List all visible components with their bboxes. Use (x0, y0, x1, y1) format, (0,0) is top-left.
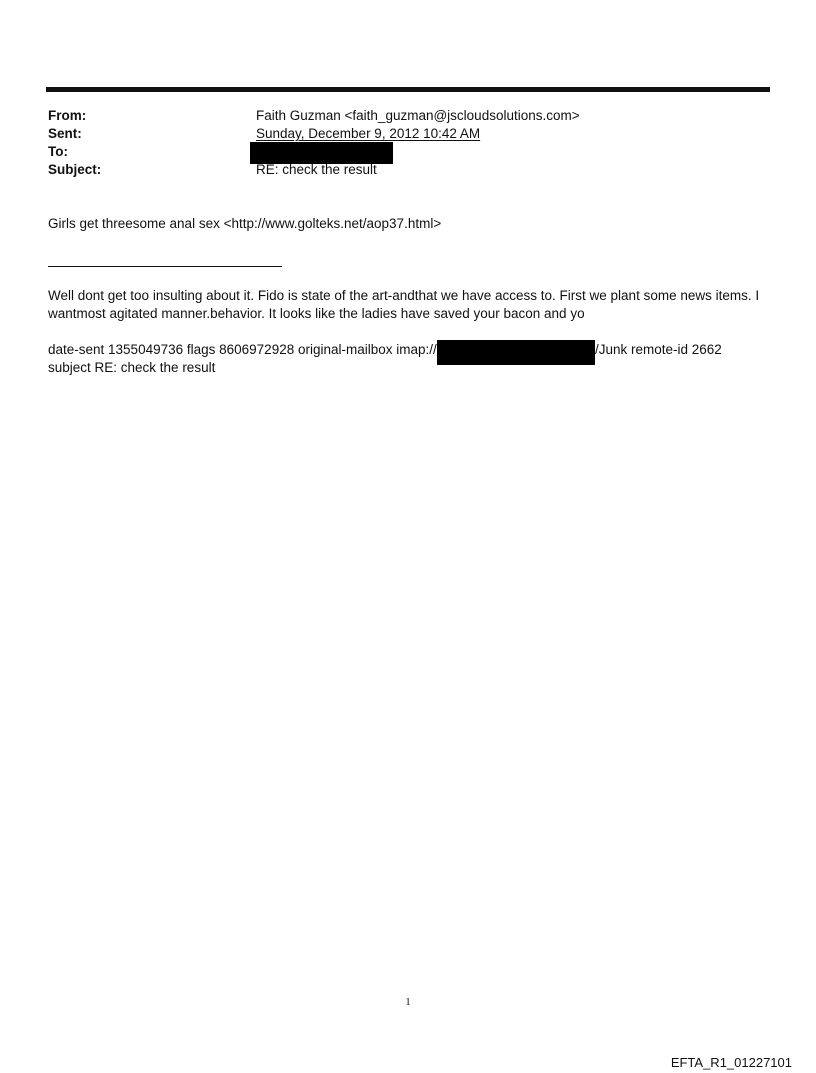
paragraph-line-1: Well dont get too insulting about it. Fido is state of the art-andthat we have access to. First we plant some news items. I (48, 288, 760, 303)
sent-label: Sent: (48, 126, 82, 141)
page-number: 1 (405, 996, 411, 1008)
from-value: Faith Guzman <faith_guzman@jscloudsolutions.com> (256, 108, 580, 123)
subject-value: RE: check the result (256, 162, 377, 177)
document-id: EFTA_R1_01227101 (670, 1055, 792, 1070)
separator-rule (48, 266, 282, 267)
header-top-rule (46, 87, 770, 92)
paragraph-line-2: wantmost agitated manner.behavior. It looks like the ladies have saved your bacon and yo (48, 306, 585, 321)
meta-line-1-end: /Junk remote-id 2662 (595, 342, 722, 357)
meta-line-1 (48, 341, 437, 359)
meta-line-1-start: date-sent 1355049736 flags 8606972928 original-mailbox imap:// (48, 342, 437, 357)
subject-label: Subject: (48, 162, 102, 177)
mailbox-redaction (437, 340, 595, 365)
link-line: Girls get threesome anal sex <http://www.golteks.net/aop37.html> (48, 216, 442, 231)
to-label: To: (48, 144, 68, 159)
meta-line-2: subject RE: check the result (48, 360, 216, 375)
sent-value: Sunday, December 9, 2012 10:42 AM (256, 126, 481, 141)
from-label: From: (48, 108, 87, 123)
